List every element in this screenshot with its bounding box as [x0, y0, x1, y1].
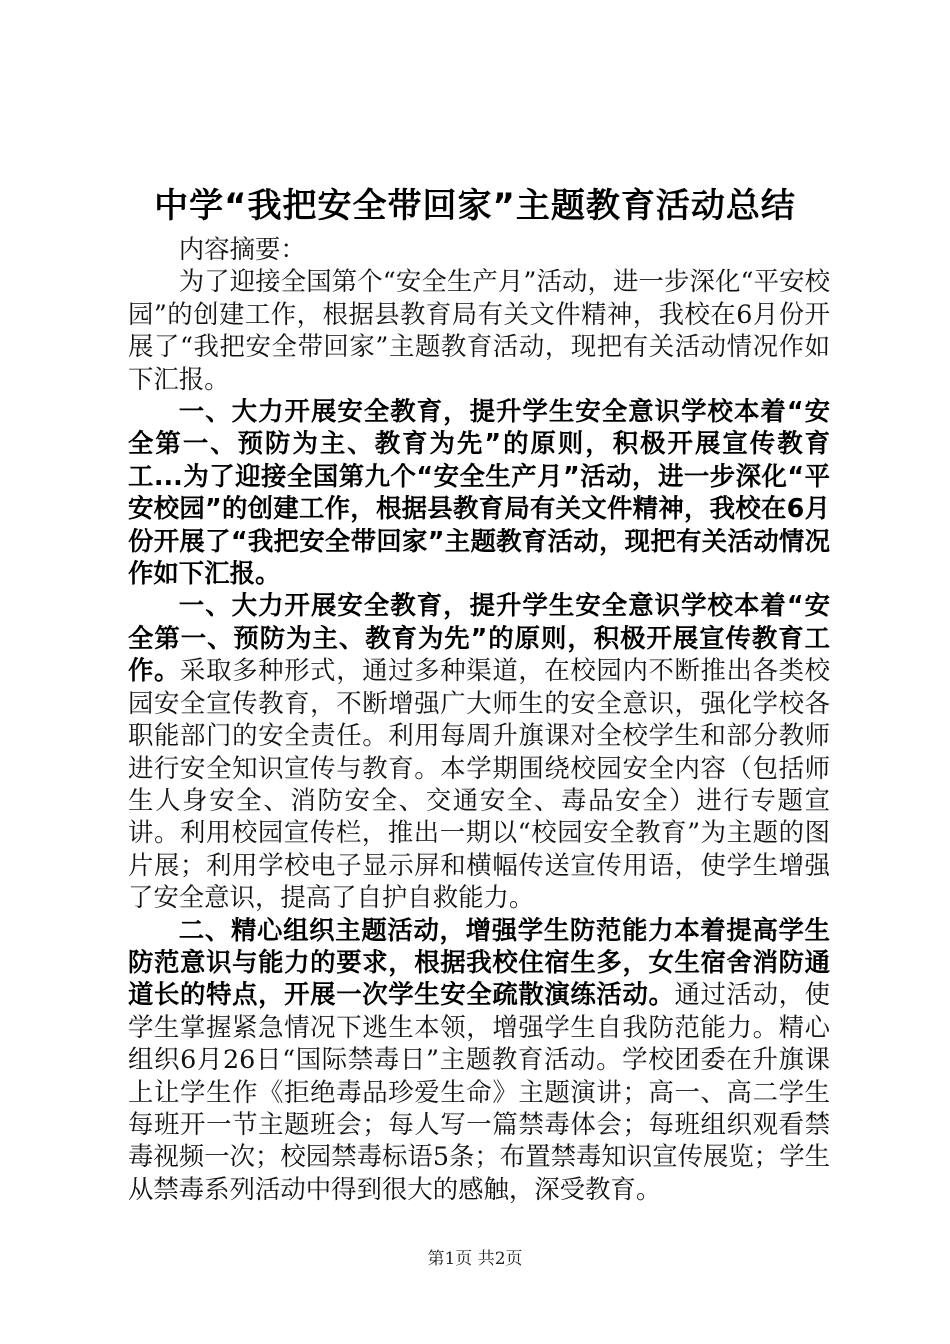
intro-paragraph: 为了迎接全国第个“安全生产月”活动，进一步深化“平安校园”的创建工作，根据县教育局有关文件精神，我校在6月份开展了“我把安全带回家”主题教育活动，现把有关活动情况作如下汇报。: [128, 266, 830, 394]
section2-heading: 二、精心组织主题活动，增强学生防范能力本着提高学生防范意识与能力的要求，根据我校住宿生多，女生宿舍消防通道长的特点，开展一次学生安全疏散演练活动。: [128, 914, 830, 1010]
section1-paragraph: [128, 589, 830, 913]
document-title: 中学“我把安全带回家”主题教育活动总结: [154, 186, 796, 226]
section2-body: 通过活动，使学生掌握紧急情况下逃生本领，增强学生自我防范能力。精心组织6月26日“国际禁毒日”主题教育活动。学校团委在升旗课上让学生作《拒绝毒品珍爱生命》主题演讲；高一、高二学生每班开一节主题班会；每人写一篇禁毒体会；每班组织观看禁毒视频一次；校园禁毒标语5条；布置禁毒知识宣传展览；学生从禁毒系列活动中得到很大的感触，深受教育。: [128, 979, 831, 1204]
section2-paragraph: [128, 914, 830, 1206]
summary-label: 内容摘要：: [178, 234, 306, 264]
section1-body: 采取多种形式，通过多种渠道，在校园内不断推出各类校园安全宣传教育，不断增强广大师生的安全意识，强化学校各职能部门的安全责任。利用每周升旗课对全校学生和部分教师进行安全知识宣传与教育。本学期围绕校园安全内容（包括师生人身安全、消防安全、交通安全、毒品安全）进行专题宣讲。利用校园宣传栏，推出一期以“校园安全教育”为主题的图片展；利用学校电子显示屏和横幅传送宣传用语，使学生增强了安全意识，提高了自护自救能力。: [128, 655, 830, 913]
section1-abstract-paragraph: 一、大力开展安全教育，提升学生安全意识学校本着“安全第一、预防为主、教育为先”的原则，积极开展宣传教育工...为了迎接全国第九个“安全生产月”活动，进一步深化“平安校园”的创建工作，根据县教育局有关文件精神，我校在6月份开展了“我把安全带回家”主题教育活动，现把有关活动情况作如下汇报。: [128, 396, 830, 589]
page-footer: 第1页 共2页: [427, 1249, 523, 1269]
section1-heading: 一、大力开展安全教育，提升学生安全意识学校本着“安全第一、预防为主、教育为先”的原则，积极开展宣传教育工作。: [128, 590, 830, 686]
document-body: [128, 233, 830, 1205]
